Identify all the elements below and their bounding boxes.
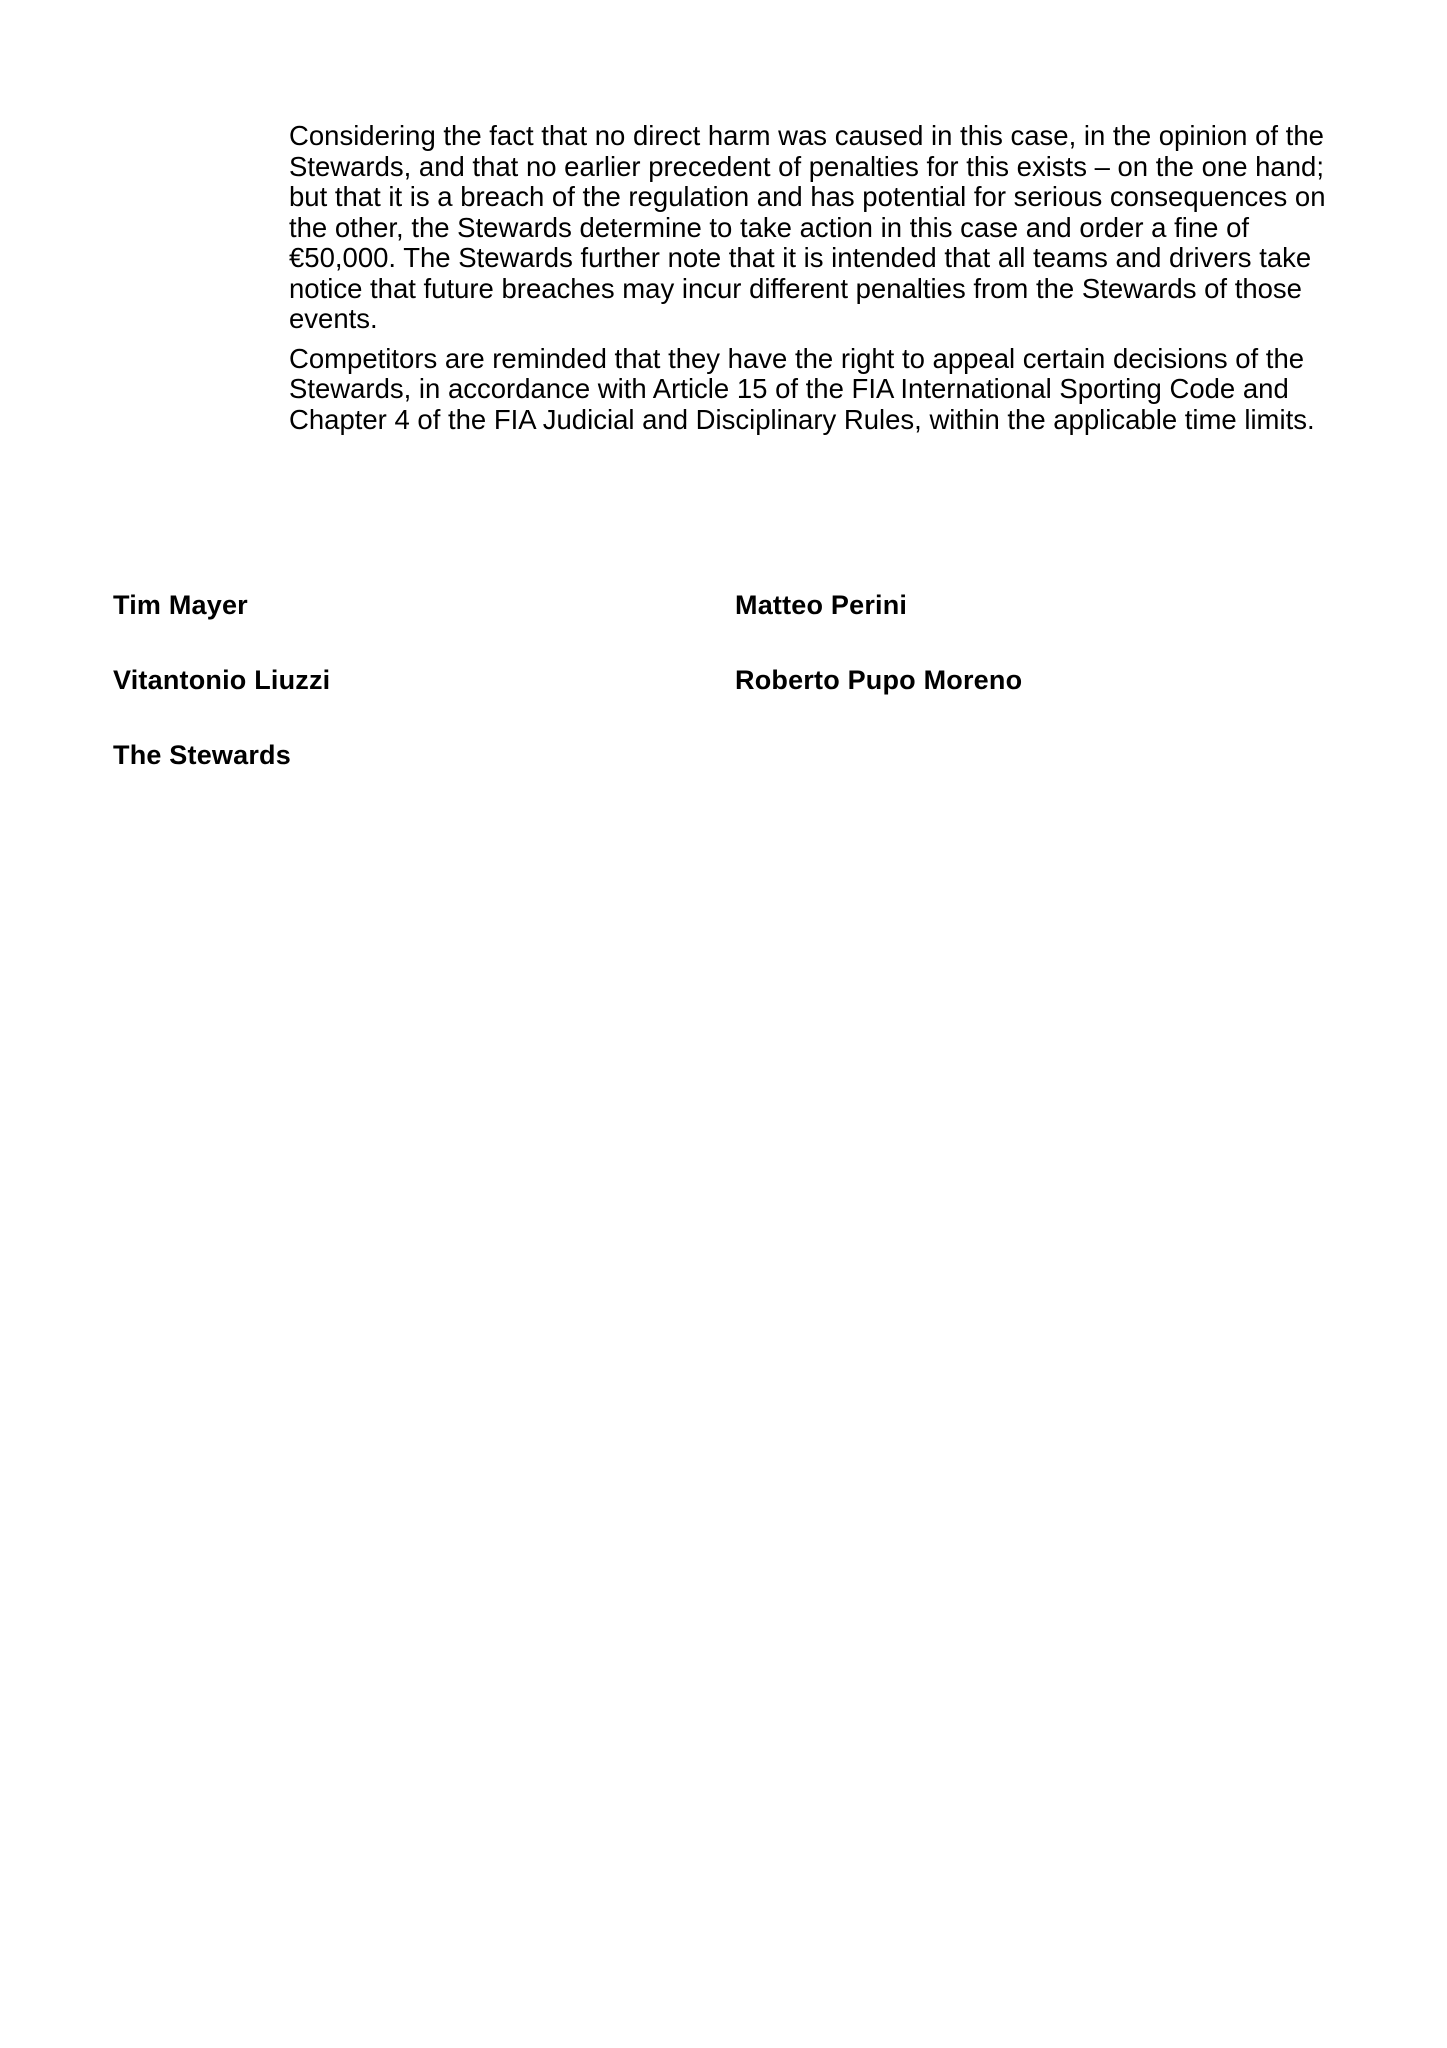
signature-block <box>113 588 1313 813</box>
signature-row <box>113 588 1313 663</box>
signature-steward-3: Vitantonio Liuzzi <box>113 665 331 695</box>
decision-body <box>289 121 1349 444</box>
signature-steward-4: Roberto Pupo Moreno <box>735 665 1023 695</box>
signature-steward-2: Matteo Perini <box>735 590 908 620</box>
paragraph-appeal-notice: Competitors are reminded that they have the right to appeal certain decisions of the Stewards, in accordance with Article 15 of the FIA International Sporting Code and Chapter 4 of the FIA Judicial and Disciplinary Rules, within the applicable time limits. <box>289 342 1315 435</box>
signature-row <box>113 738 1313 813</box>
signature-stewards-title: The Stewards <box>113 740 291 770</box>
paragraph-penalty-reasoning: Considering the fact that no direct harm was caused in this case, in the opinion of the Stewards, and that no earlier precedent of penalties for this exists – on the one hand; but that it is a breach of the regulation and has potential for serious consequences on the other, the Stewards determine to take action in this case and order a fine of €50,000. The Stewards further note that it is intended that all teams and drivers take notice that future breaches may incur different penalties from the Stewards of those events. <box>289 120 1326 334</box>
signature-steward-1: Tim Mayer <box>113 590 248 620</box>
signature-row <box>113 663 1313 738</box>
